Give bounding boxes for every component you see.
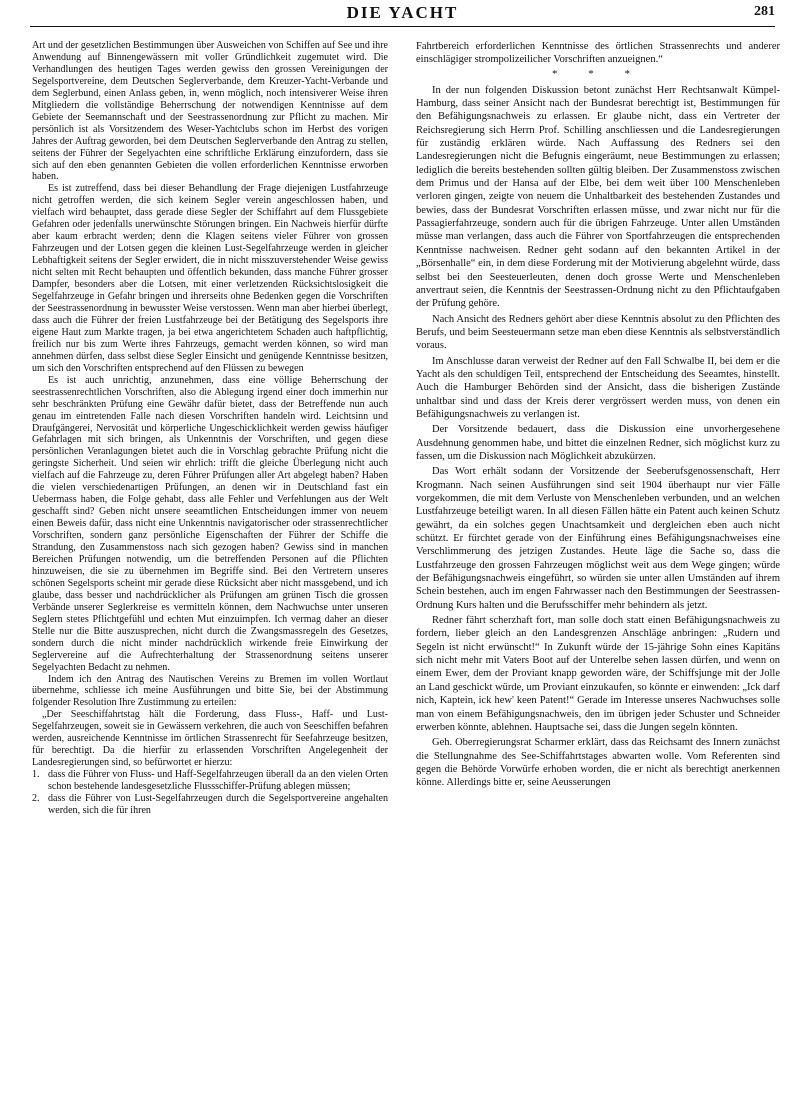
left-column	[32, 40, 388, 1112]
list-number: 1.	[32, 769, 40, 781]
page-number: 281	[754, 4, 775, 19]
paragraph: Indem ich den Antrag des Nautischen Vereins zu Bremen im vollen Wortlaut übernehme, schliesse ich meine Ausführungen und bitte Sie, bei der Abstimmung folgender Resolution Ihre Zustimmung zu erteilen:	[32, 673, 388, 709]
resolution-quote: „Der Seeschiffahrtstag hält die Forderung, dass Fluss-, Haff- und Lust-Segelfahrzeugen, soweit sie in Gewässern verkehren, die auch von Seeschiffen befahren werden, ausreichende Kenntnisse im örtlichen Strassenrecht für Seefahrzeuge besitzen, für berechtigt. Da die hierfür zu erlassenden Vorschriften Angelegenheit der Landesregierungen sind, so befürwortet er hierzu:	[32, 709, 388, 769]
paragraph: Redner fährt scherzhaft fort, man solle doch statt einen Befähigungsnachweis zu fordern, lieber gleich an den Landesgrenzen Anschläge anbringen: „Rudern und Segeln ist nicht erwünscht!“ In Zukunft würde der 15-jährige Sohn eines Kapitäns sich nicht mehr mit Vaters Boot auf der Unterelbe sehen lassen dürfen, und wenn on einem Ewer, dem der Proviant knapp geworden wäre, der Schiffsjunge mit der Jolle an Land geschickt würde, um Proviant einzukaufen, so könnte er einwenden: „Ick darf nich, Kaptein, ick hew' keen Patent!“ Gerade im Interesse unseres Nachwuchses solle man von einem Befähigungsnachweis, den im übrigen jeder Schuster und Schneider erwerben könnte, ablehnen. Hauptsache sei, dass die Jungen segeln könnten.	[416, 615, 780, 733]
paragraph: Es ist zutreffend, dass bei dieser Behandlung der Frage diejenigen Lustfahrzeuge nicht getroffen werden, die sich keinem Segler verein angeschlossen haben, und vielfach wird behauptet, dass gerade diese Segler der Schiffahrt auf dem Flussgebiete Gefahren oder jedenfalls unerwünschte Störungen bringen. Ein Nachweis hierfür dürfte aber kaum erbracht werden; denn die Klagen seitens vieler Führer von grossen Fahrzeugen und der Lotsen gegen die kleinen Lust-Segelfahrzeuge werden in gleicher Lebhaftigkeit seitens der Segler erwidert, die in nicht misszuverstehender Weise gewiss nicht selten mit Recht behaupten und öffentlich bekunden, dass manche Führer grosser Dampfer, besonders aber die Lotsen, mit einer verletzenden Rücksichtslosigkeit die Segelfahrzeuge in Gefahr bringen und ihrerseits ohne Bedenken gegen die Vorschriften der Seestrassenordnung in bewusster Weise verstossen. Wenn man aber hierbei überlegt, dass auch die Führer der freien Lustfahrzeuge bei der Betätigung des Segelsports ihre eigene Haut zum Markte tragen, ja bei etwa angerichtetem Schaden auch haftpflichtig, freilich nur bis zum Werte ihres Fahrzeugs, gemacht werden können, so wird man annehmen dürfen, dass selbst diese Segler Einsicht und genügende Kenntnisse besitzen, um sich den Vorschriften entsprechend auf den Flüssen zu bewegen	[32, 183, 388, 374]
paragraph: Das Wort erhält sodann der Vorsitzende der Seeberufsgenossenschaft, Herr Krogmann. Nach seinen Ausführungen sind seit 1904 überhaupt nur vier Fälle vorgekommen, die mit dem Verluste von Menschenleben verbunden, und an welchen Lustfahrzeuge beteiligt waren. In all diesen Fällen hätte ein Patent auch keinen Schutz gewährt, da ein solches gegen Unachtsamkeit und dergleichen eben auch nicht schützt. Er fürchtet gerade von der Einführung eines Befähigungsnachweises eine Verschlimmerung des jetzigen Zustandes. Heute läge die Sache so, dass die Lustfahrzeuge den grossen Fahrzeugen möglichst weit aus dem Wege gingen; würde der Befähigungsnachweis eingeführt, so würden sie unter allen Umständen auf ihrem Schein bestehen, auch im engen Fahrwasser nach den Bestimmungen der Seestrassen-Ordnung Kurs halten und die Berufsschiffer mehr behindern als jetzt.	[416, 466, 780, 611]
list-item	[32, 793, 388, 817]
paragraph: Im Anschlusse daran verweist der Redner auf den Fall Schwalbe II, bei dem er die Yacht als den schuldigen Teil, entsprechend der Entscheidung des Seeamtes, hinstellt. Auch die Hamburger Behörden sind der Ansicht, dass die bisherigen Zustände unhaltbar sind und dass der Kreis derer vergrössert werden muss, von denen ein Befähigungsnachweis zu verlangen ist.	[416, 355, 780, 420]
page-header	[30, 4, 775, 27]
paragraph: In der nun folgenden Diskussion betont zunächst Herr Rechtsanwalt Kümpel-Hamburg, dass seiner Ansicht nach der Bundesrat berechtigt ist, Bestimmungen für den Befähigungsnachweis zu erlassen. Er glaube nicht, dass ein Vertreter der Reichsregierung sich Herrn Prof. Schilling anschliessen und die Landesregierungen für zuständig erklären würde. Nach Auffassung des Redners sei den Landesregierungen nicht die Befugnis eingeräumt, neue Bestimmungen zu erlassen; lediglich die bereits bestehenden sollten gültig bleiben. Der Zusammenstoss zwischen dem Primus und der Hansa auf der Elbe, bei dem weit über 100 Menschenleben verloren gingen, zeigte von neuem die Unhaltbarkeit des bestehenden Zustandes und bewies, dass der Bundesrat Vorschriften erlassen müsse, und zwar nicht nur für die Passagierfahrzeuge, sondern auch für die übrigen Fahrzeuge. Unter allen Umständen müsse man verlangen, dass auch die Führer von Sportfahrzeugen die entsprechenden Kenntnisse nachweisen. Redner geht sodann auf den bekannten Artikel in der „Börsenhalle“ ein, in dem diese Forderung mit der Motivierung abgelehnt würde, dass selbst bei den Seesteuerleuten, denen doch grosse Werte und Menschenleben anvertraut seien, die Kenntnis der Seestrassen-Ordnung nicht zu den Pflichtaufgaben der Prüfung gehöre.	[416, 84, 780, 310]
magazine-title: DIE YACHT	[346, 3, 459, 22]
resolution-list	[32, 769, 388, 817]
right-column	[416, 40, 780, 1112]
paragraph: Es ist auch unrichtig, anzunehmen, dass eine völlige Beherrschung der seestrassenrechtlichen Vorschriften, also die Ablegung irgend einer doch immerhin nur sehr beschränkten Prüfung eine Gewähr dafür bietet, dass der Betreffende nun auch genau im eintretenden Falle nach diesen Vorschriften handeln wird. Leichtsinn und Draufgängerei, Nervosität und körperliche Ungeschicklichkeit werden gewiss häufiger Gefahrlagen mit sich bringen, als Unkenntnis der Vorschriften, und gegen diese persönlichen Veranlagungen bietet auch die in Vorschlag gebrachte Prüfung nicht die geringste Sicherheit. Und seien wir ehrlich: trifft die gleiche Überlegung nicht auch vielfach auf die Fahrzeuge zu, deren Führer Prüfungen aller Art abgelegt haben? Haben die vielen verschiedenartigen Prüfungen, an denen wir in Deutschland fast ein Uebermass haben, die Folge gehabt, dass alle Fehler und Verfehlungen aus der Welt geschafft sind? Geben nicht unsere seeamtlichen Entscheidungen immer von neuem einen Beweis dafür, dass nicht eine Unkenntnis navigatorischer oder strassenrechtlicher Vorschriften, sondern ganz persönliche Eigenschaften der Führer der Schiffe die Strandung, den Zusammenstoss nach sich gezogen haben? Gewiss sind in manchen Bereichen Prüfungen notwendig, um die betreffenden Personen auf die Pflichten hinzuweisen, die sie zu übernehmen im Begriffe sind. Bei den Vertretern unseres schönen Segelsports scheint mir gerade diese Rücksicht aber nicht massgebend, und ich glaube, dass besser und nachdrücklicher als Prüfungen am grünen Tisch die grossen Verbände unserer Seglerkreise es vermitteln können, dem Nachwuchse unter unseren Seglern stetes Pflichtgefühl und echten Mut einzuimpfen. Ich vermag daher an dieser Stelle nur die Bitte auszusprechen, nicht durch die Zwangsmassregeln des Gesetzes, sondern durch die nicht minder nachdrücklich wirkende freie Einwirkung der Seglervereine auf die Aufrechterhaltung der Strassenordnung seitens unserer Segelyachten Bedacht zu nehmen.	[32, 374, 388, 673]
list-item	[32, 769, 388, 793]
paragraph: Der Vorsitzende bedauert, dass die Diskussion eine unvorhergesehene Ausdehnung genommen habe, und bittet die einzelnen Redner, sich möglichst kurz zu fassen, um die Diskussion nach Möglichkeit abzukürzen.	[416, 424, 780, 462]
paragraph: Geh. Oberregierungsrat Scharmer erklärt, dass das Reichsamt des Innern zunächst die Stellungnahme des See-Schiffahrtstages abwarten wolle. Vom Referenten sind gegen die Behörde Vorwürfe erhoben worden, die er nicht als berechtigt anerkennen könne. Allerdings bitte er, seine Aeusserungen	[416, 737, 780, 789]
list-text: dass die Führer von Lust-Segelfahrzeugen durch die Segelsportvereine angehalten werden, sich die für ihren	[48, 793, 388, 816]
paragraph: Nach Ansicht des Redners gehört aber diese Kenntnis absolut zu den Pflichten des Berufs, und beim Seesteuermann setze man eben diese Kenntnis als selbstverständlich voraus.	[416, 313, 780, 352]
list-text: dass die Führer von Fluss- und Haff-Segelfahrzeugen überall da an den vielen Orten schon bestehende landesgesetzliche Flussschiffer-Prüfung ablegen müssen;	[48, 769, 388, 793]
section-divider: * * *	[552, 67, 644, 80]
paragraph: Fahrtbereich erforderlichen Kenntnisse des örtlichen Strassenrechts und anderer einschlägiger strompolizeilicher Vorschriften anzueignen.“	[416, 41, 780, 66]
paragraph: Art und der gesetzlichen Bestimmungen über Ausweichen von Schiffen auf See und ihre Anwendung auf Binnengewässern mit voller Gründlichkeit zugemutet wird. Die Verhandlungen des heutigen Tages werden gewiss den grossen Vereinigungen der Segelsportvereine, dem Deutschen Seglerverbande, dem Kreuzer-Yacht-Verbande und dem Seglerbund, einen Anlass geben, in, wenn möglich, noch intensiverer Weise ihren Mitgliedern die vollständige Beherrschung der notwendigen Kenntnisse auf dem Gebiete der Seemannschaft und der Seestrassenordnung zur Pflicht zu machen. Mir persönlich ist als Vorsitzendem des Weser-Yachtclubs schon im Herbst des vorigen Jahres der Auftrag geworden, bei dem Deutschen Seglerverbande den Antrag zu stellen, seitens der Führer der Segelyachten eine schriftliche Erklärung einzufordern, dass sie sich auf den eben genannten Gebieten die vollen erforderlichen Kenntnisse erworben haben.	[32, 40, 388, 183]
list-number: 2.	[32, 793, 40, 805]
